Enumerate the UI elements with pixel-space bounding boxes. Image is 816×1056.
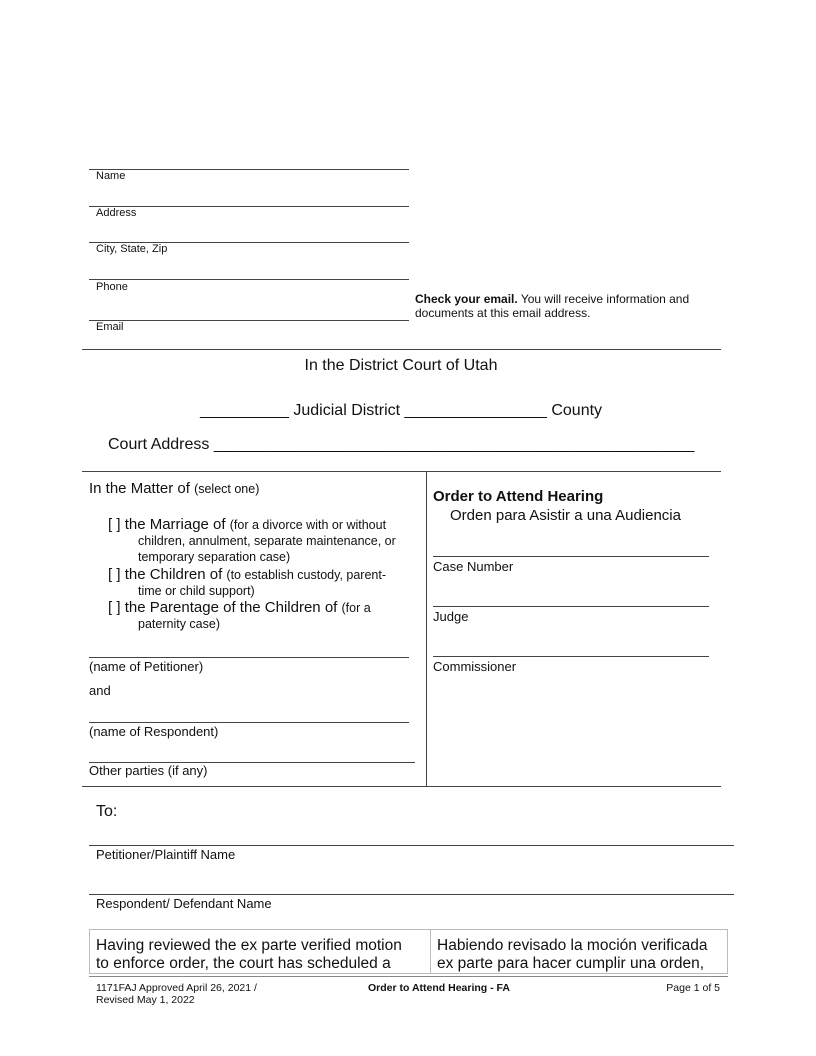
email-label: Email xyxy=(96,321,124,333)
matter-intro-hint: (select one) xyxy=(194,482,260,496)
district-line: __________ Judicial District ________________ County xyxy=(199,402,603,419)
body-es-line2: ex parte para hacer cumplir una orden, xyxy=(437,955,705,972)
marriage-hint1: (for a divorce with or without xyxy=(229,518,387,532)
respondent-label: (name of Respondent) xyxy=(89,724,219,739)
email-line xyxy=(89,320,409,321)
option-parentage[interactable] xyxy=(108,599,418,632)
caption-divider xyxy=(426,471,427,786)
matter-intro-label: In the Matter of xyxy=(89,480,190,497)
body-en xyxy=(96,937,426,973)
and-label: and xyxy=(89,683,111,698)
to-respondent-label: Respondent/ Defendant Name xyxy=(96,896,272,911)
body-table-divider xyxy=(430,930,431,974)
case-number-label: Case Number xyxy=(433,559,514,574)
checkbox-parentage[interactable]: [ ] xyxy=(108,599,121,616)
footer-title: Order to Attend Hearing - FA xyxy=(368,982,510,994)
to-label: To: xyxy=(96,803,118,820)
petitioner-line[interactable] xyxy=(89,657,409,658)
body-table xyxy=(89,929,728,974)
footer-rule xyxy=(89,976,728,977)
footer-revised: Revised May 1, 2022 xyxy=(96,994,195,1006)
footer-page: Page 1 of 5 xyxy=(666,982,720,994)
caption-bottom-rule xyxy=(82,786,721,787)
to-petitioner-line[interactable] xyxy=(89,845,734,846)
commissioner-line[interactable] xyxy=(433,656,709,657)
option-children[interactable] xyxy=(108,566,418,599)
checkbox-marriage[interactable]: [ ] xyxy=(108,516,121,533)
name-label: Name xyxy=(96,170,126,182)
checkbox-children[interactable]: [ ] xyxy=(108,566,121,583)
other-parties-label: Other parties (if any) xyxy=(89,763,208,778)
order-title: Order to Attend Hearing xyxy=(433,488,604,505)
email-note-line2: documents at this email address. xyxy=(415,306,591,320)
marriage-label: the Marriage of xyxy=(124,516,226,533)
address-label: Address xyxy=(96,207,137,219)
email-note-rest: You will receive information and xyxy=(517,292,690,306)
court-address xyxy=(108,436,694,454)
judge-label: Judge xyxy=(433,609,469,624)
parentage-hint1: (for a xyxy=(341,601,371,615)
phone-line xyxy=(89,279,409,280)
order-title-es: Orden para Asistir a una Audiencia xyxy=(450,507,681,524)
footer-approved: 1171FAJ Approved April 26, 2021 / xyxy=(96,982,257,994)
city-label: City, State, Zip xyxy=(96,243,168,255)
parentage-hint2: paternity case) xyxy=(138,617,220,631)
children-label: the Children of xyxy=(124,566,223,583)
court-address-label: Court Address xyxy=(108,436,210,453)
case-number-line[interactable] xyxy=(433,556,709,557)
body-en-line1: Having reviewed the ex parte verified motion xyxy=(96,937,402,954)
court-address-blank: ______________________________________________________ xyxy=(213,436,695,453)
to-respondent-line[interactable] xyxy=(89,894,734,895)
marriage-hint3: temporary separation case) xyxy=(138,550,291,564)
to-petitioner-label: Petitioner/Plaintiff Name xyxy=(96,847,236,862)
name-line xyxy=(89,169,409,170)
option-marriage[interactable] xyxy=(108,516,418,565)
email-note xyxy=(415,292,715,320)
body-es-line1: Habiendo revisado la moción verificada xyxy=(437,937,708,954)
parentage-label: the Parentage of the Children of xyxy=(124,599,338,616)
judge-line[interactable] xyxy=(433,606,709,607)
body-en-line2: to enforce order, the court has scheduled a xyxy=(96,955,391,972)
body-es xyxy=(437,937,727,973)
commissioner-label: Commissioner xyxy=(433,659,517,674)
respondent-line[interactable] xyxy=(89,722,409,723)
court-top-rule xyxy=(82,349,721,350)
court-heading: In the District Court of Utah xyxy=(304,357,498,374)
caption-top-rule xyxy=(82,471,721,472)
address-line xyxy=(89,206,409,207)
petitioner-label: (name of Petitioner) xyxy=(89,659,204,674)
footer-form-id xyxy=(96,982,257,1006)
email-note-bold: Check your email. xyxy=(415,292,518,306)
children-hint2: time or child support) xyxy=(138,584,255,598)
children-hint1: (to establish custody, parent- xyxy=(226,568,386,582)
matter-intro xyxy=(89,480,259,497)
phone-label: Phone xyxy=(96,281,128,293)
marriage-hint2: children, annulment, separate maintenance, or xyxy=(138,534,396,548)
